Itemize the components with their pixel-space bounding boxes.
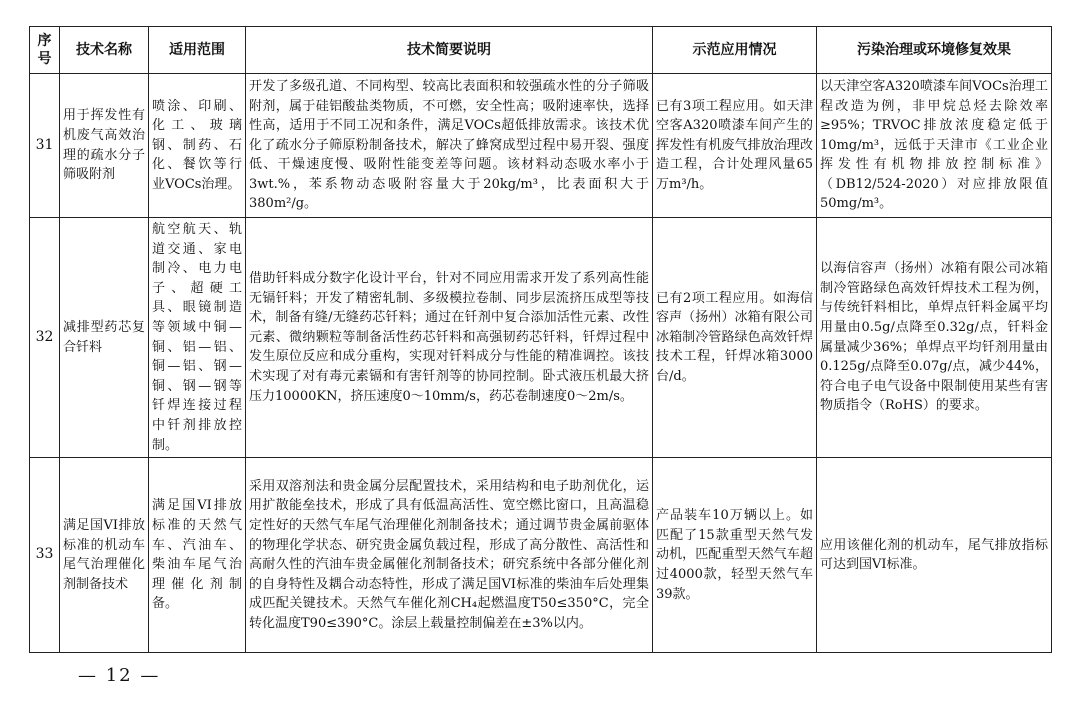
header-name: 技术名称 <box>60 27 149 74</box>
row-desc: 借助钎料成分数字化设计平台，针对不同应用需求开发了系列高性能无镉钎料；开发了精密轧制、多级模拉卷制、同步层流挤压成型等技术，制备有缝/无缝药芯钎料；通过在钎剂中复合添加活性元素、改性元素、微纳颗粒等制备活性药芯钎料和高强韧药芯钎料，钎焊过程中发生原位反应和成分重构，实现对钎料成分与性能的精准调控。该技术实现了对有毒元素镉和有害钎剂等的协同控制。卧式液压机最大挤压力10000KN，挤压速度0～10mm/s，药芯卷制速度0～2m/s。 <box>246 218 653 458</box>
table-row <box>30 458 1052 653</box>
row-name: 满足国VI排放标准的机动车尾气治理催化剂制备技术 <box>60 458 149 653</box>
row-name: 用于挥发性有机废气高效治理的疏水分子筛吸附剂 <box>60 74 149 218</box>
row-effect: 以天津空客A320喷漆车间VOCs治理工程改造为例，非甲烷总烃去除效率≥95%；TRVOC排放浓度稳定低于10mg/m³，远低于天津市《工业企业挥发性有机物排放控制标准》（DB12/524-2020）对应排放限值50mg/m³。 <box>817 74 1052 218</box>
row-no: 31 <box>30 74 60 218</box>
row-effect: 应用该催化剂的机动车，尾气排放指标可达到国VI标准。 <box>817 458 1052 653</box>
table-header-row <box>30 27 1052 74</box>
row-demo: 已有3项工程应用。如天津空客A320喷漆车间产生的挥发性有机废气排放治理改造工程，合计处理风量65万m³/h。 <box>653 74 817 218</box>
row-no: 33 <box>30 458 60 653</box>
header-effect: 污染治理或环境修复效果 <box>817 27 1052 74</box>
technology-table <box>29 26 1052 653</box>
row-demo: 产品装车10万辆以上。如匹配了15款重型天然气发动机，匹配重型天然气车超过4000款，轻型天然气车39款。 <box>653 458 817 653</box>
row-no: 32 <box>30 218 60 458</box>
row-scope: 满足国VI排放标准的天然气车、汽油车、柴油车尾气治理催化剂制备。 <box>149 458 246 653</box>
row-desc: 开发了多级孔道、不同构型、较高比表面积和较强疏水性的分子筛吸附剂，属于硅铝酸盐类物质，不可燃，安全性高；吸附速率快，选择性高，适用于不同工况和条件，满足VOCs超低排放需求。该技术优化了疏水分子筛原粉制备技术，解决了蜂窝成型过程中易开裂、强度低、干燥速度慢、吸附性能变差等问题。该材料动态吸水率小于3wt.%，苯系物动态吸附容量大于20kg/m³，比表面积大于380m²/g。 <box>246 74 653 218</box>
row-demo: 已有2项工程应用。如海信容声（扬州）冰箱有限公司冰箱制冷管路绿色高效钎焊技术工程，钎焊冰箱3000台/d。 <box>653 218 817 458</box>
header-no: 序号 <box>30 27 60 74</box>
row-scope: 航空航天、轨道交通、家电制冷、电力电子、超硬工具、眼镜制造等领域中铜—铜、铝—铝、铜—铝、钢—铜、钢—钢等钎焊连接过程中钎剂排放控制。 <box>149 218 246 458</box>
header-scope: 适用范围 <box>149 27 246 74</box>
row-effect: 以海信容声（扬州）冰箱有限公司冰箱制冷管路绿色高效钎焊技术工程为例，与传统钎料相比，单焊点钎料金属平均用量由0.5g/点降至0.32g/点，钎料金属量减少36%；单焊点平均钎剂用量由0.125g/点降至0.07g/点，减少44%，符合电子电气设备中限制使用某些有害物质指令（RoHS）的要求。 <box>817 218 1052 458</box>
table-row <box>30 218 1052 458</box>
row-name: 减排型药芯复合钎料 <box>60 218 149 458</box>
table-row <box>30 74 1052 218</box>
row-scope: 喷涂、印刷、化工、玻璃钢、制药、石化、餐饮等行业VOCs治理。 <box>149 74 246 218</box>
row-desc: 采用双溶剂法和贵金属分层配置技术，采用结构和电子助剂优化，运用扩散能垒技术，形成了具有低温高活性、宽空燃比窗口，且高温稳定性好的天然气车尾气治理催化剂制备技术；通过调节贵金属前驱体的物理化学状态、研究贵金属负载过程，形成了高分散性、高活性和高耐久性的汽油车贵金属催化剂制备技术；研究系统中各部分催化剂的自身特性及耦合动态特性，形成了满足国VI标准的柴油车后处理集成匹配关键技术。天然气车催化剂CH₄起燃温度T50≤350°C，完全转化温度T90≤390°C。涂层上载量控制偏差在±3%以内。 <box>246 458 653 653</box>
header-demo: 示范应用情况 <box>653 27 817 74</box>
page-number: — 12 — <box>78 665 161 686</box>
header-desc: 技术简要说明 <box>246 27 653 74</box>
